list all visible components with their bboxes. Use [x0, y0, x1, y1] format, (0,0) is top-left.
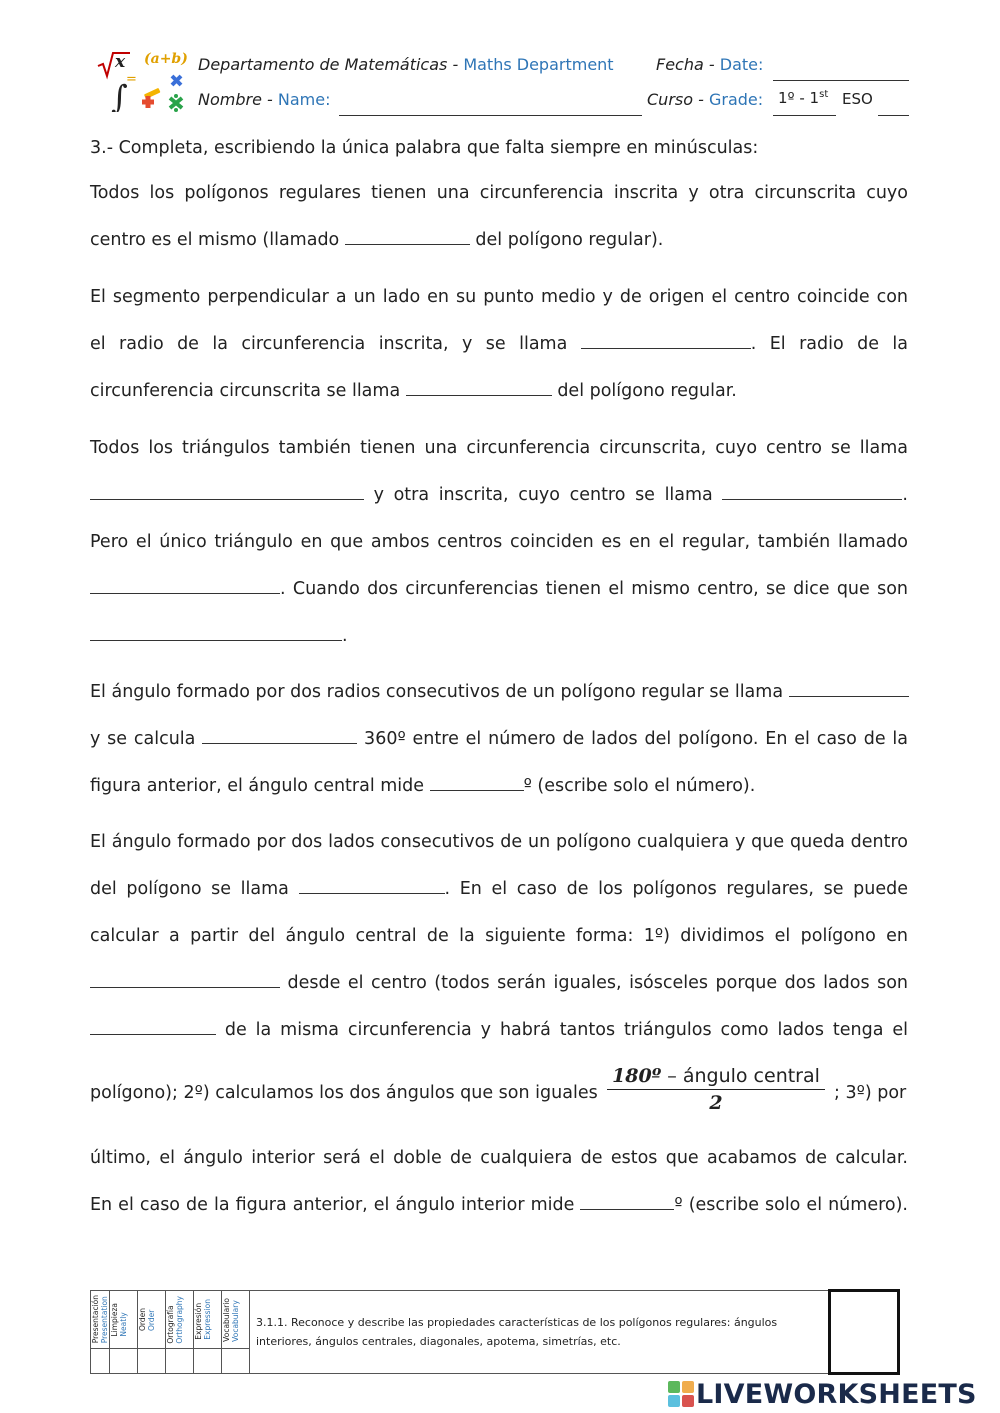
name-sep: -: [261, 90, 278, 109]
paragraph-5-end: [90, 1135, 908, 1229]
numerator-180: 180º: [612, 1065, 662, 1087]
course-label: [647, 90, 763, 109]
p5-line-6a: polígono); 2º) calculamos los dos ángulos que son iguales: [90, 1083, 598, 1103]
rubric-criterion-1: Limpieza Neatly: [110, 1291, 138, 1349]
department-es: Departamento de Matemáticas: [198, 55, 448, 74]
paragraph-2: [90, 274, 908, 415]
p2-text-c: circunferencia circunscrita se llama: [90, 381, 406, 401]
date-es: Fecha: [656, 55, 704, 74]
rubric-criterion-4: Expresión Expression: [194, 1291, 222, 1349]
numerator-central: ángulo central: [682, 1065, 820, 1087]
p4-line-1: [90, 669, 908, 716]
p5-text-c: desde el centro (todos serán iguales, isósceles porque dos lados son: [287, 973, 908, 993]
paragraph-4: [90, 669, 908, 810]
fraction-bar: [607, 1089, 825, 1090]
rubric-score-1[interactable]: [110, 1349, 138, 1374]
date-en: Date:: [719, 55, 764, 74]
p5-line-7: último, el ángulo interior será el doble de cualquiera de estos que acabamos de calcular.: [90, 1148, 908, 1168]
paragraph-5: [90, 819, 908, 1054]
rubric-criterion-5: Vocabulario Vocabulary: [222, 1291, 250, 1349]
blank-central-angle[interactable]: [789, 680, 909, 697]
blank-interior-value[interactable]: [580, 1193, 674, 1210]
rubric-score-3[interactable]: [166, 1349, 194, 1374]
p3-line-2: [90, 472, 908, 519]
blank-incenter[interactable]: [722, 483, 902, 500]
svg-text:x: x: [115, 52, 126, 72]
paragraph-3: [90, 425, 908, 660]
p3-text-b: .: [902, 485, 908, 505]
liveworksheets-brand[interactable]: LIVEWORKSHEETS: [696, 1379, 977, 1410]
course-value: [778, 89, 828, 107]
p5-line-2: [90, 866, 908, 913]
fraction-formula: [607, 1065, 825, 1114]
p3-text-d: .: [342, 626, 348, 646]
department-en: Maths Department: [463, 55, 614, 74]
course-level: ESO: [842, 90, 873, 108]
rubric-description: 3.1.1. Reconoce y describe las propiedades características de los polígonos regulares: ángulos interiores, ángulos centrales, diagonales, apotema, simetrías, etc.: [250, 1291, 830, 1374]
blank-radii[interactable]: [90, 1018, 216, 1035]
rubric-criterion-0: Presentación Presentation: [91, 1291, 110, 1349]
rubric-table: [90, 1289, 900, 1375]
svg-text:∫: ∫: [111, 78, 128, 112]
blank-center[interactable]: [345, 228, 470, 245]
p5-line-1: El ángulo formado por dos lados consecutivos de un polígono cualquiera y que queda dentro: [90, 832, 908, 852]
blank-interior-angle[interactable]: [299, 877, 445, 894]
rubric-score-0[interactable]: [91, 1349, 110, 1374]
math-logo: [96, 50, 188, 112]
name-label: [198, 90, 330, 109]
blank-triangles[interactable]: [90, 971, 280, 988]
p5-line-6b: ; 3º) por: [834, 1083, 907, 1103]
blank-circumcenter[interactable]: [90, 483, 364, 500]
name-field[interactable]: [339, 115, 642, 116]
rubric-criterion-3: Ortografía Orthography: [166, 1291, 194, 1349]
p5-text-f: º (escribe solo el número).: [674, 1195, 908, 1215]
blank-dividing[interactable]: [202, 727, 357, 744]
p2-line-2: [90, 321, 908, 368]
rubric-score-5[interactable]: [222, 1349, 250, 1374]
p4-line-3: [90, 763, 908, 810]
p2-text-b: . El radio de la: [750, 334, 908, 354]
blank-central-value[interactable]: [430, 774, 524, 791]
rubric-score-box[interactable]: [830, 1291, 899, 1374]
p3-line-5: [90, 613, 908, 660]
liveworksheets-logo-icon: [668, 1381, 694, 1407]
course-underline: [773, 115, 836, 116]
p1-text-a: centro es el mismo (llamado: [90, 230, 345, 250]
date-field[interactable]: [773, 80, 909, 81]
p4-text-d: figura anterior, el ángulo central mide: [90, 776, 430, 796]
logo-formula: (a+b): [144, 51, 188, 67]
course-sep: -: [693, 90, 709, 109]
svg-text:=: =: [126, 72, 137, 87]
p1-text-b: del polígono regular).: [469, 230, 664, 250]
course-value-sup: st: [819, 89, 829, 100]
paragraph-1: [90, 170, 908, 264]
p3-line-1: Todos los triángulos también tienen una circunferencia circunscrita, cuyo centro se llama: [90, 438, 908, 458]
p3-text-c: . Cuando dos circunferencias tienen el mismo centro, se dice que son: [280, 579, 908, 599]
blank-radius[interactable]: [406, 379, 552, 396]
fraction-numerator: [607, 1065, 825, 1087]
p3-line-4: [90, 566, 908, 613]
p4-text-c: 360º entre el número de lados del polígono. En el caso de la: [357, 729, 908, 749]
p3-line-3: Pero el único triángulo en que ambos centros coinciden es en el regular, también llamado: [90, 532, 908, 552]
p4-text-b: y se calcula: [90, 729, 203, 749]
department-sep: -: [447, 55, 464, 74]
rubric-score-4[interactable]: [194, 1349, 222, 1374]
p2-line-1: El segmento perpendicular a un lado en su punto medio y de origen el centro coincide con: [90, 287, 908, 307]
name-es: Nombre: [198, 90, 262, 109]
p2-line-3: [90, 368, 908, 415]
blank-concentric[interactable]: [90, 624, 342, 641]
blank-equilateral[interactable]: [90, 577, 280, 594]
exercise-title: 3.- Completa, escribiendo la única palabra que falta siempre en minúsculas:: [90, 138, 759, 158]
date-sep: -: [703, 55, 720, 74]
p4-text-e: º (escribe solo el número).: [523, 776, 756, 796]
fraction-denominator: 2: [709, 1092, 723, 1114]
rubric-score-2[interactable]: [138, 1349, 166, 1374]
rubric-criterion-2: Orden Order: [138, 1291, 166, 1349]
p5-text-d: de la misma circunferencia y habrá tantos triángulos como lados tenga el: [224, 1020, 908, 1040]
p5-line-4: [90, 960, 908, 1007]
course-es: Curso: [647, 90, 694, 109]
course-value-main: 1º - 1: [778, 89, 820, 107]
p5-line-8: [90, 1182, 908, 1229]
course-en: Grade:: [708, 90, 764, 109]
p5-text-b: . En el caso de los polígonos regulares, se puede: [444, 879, 908, 899]
p1-line-2: [90, 217, 908, 264]
course-level-field[interactable]: [878, 115, 909, 116]
p3-text-a: y otra inscrita, cuyo centro se llama: [373, 485, 713, 505]
name-en: Name:: [277, 90, 331, 109]
p2-text-d: del polígono regular.: [551, 381, 737, 401]
p1-line-1: Todos los polígonos regulares tienen una circunferencia inscrita y otra circunscrita cuyo: [90, 183, 908, 203]
p5-line-3: calcular a partir del ángulo central de la siguiente forma: 1º) dividimos el polígono en: [90, 926, 908, 946]
numerator-minus: –: [661, 1065, 683, 1087]
p2-text-a: el radio de la circunferencia inscrita, y se llama: [90, 334, 568, 354]
p5-text-a: del polígono se llama: [90, 879, 289, 899]
p5-line-5: [90, 1007, 908, 1054]
date-label: [656, 55, 763, 74]
p5-text-e: En el caso de la figura anterior, el ángulo interior mide: [90, 1195, 581, 1215]
p4-line-2: [90, 716, 908, 763]
p4-text-a: El ángulo formado por dos radios consecutivos de un polígono regular se llama: [90, 682, 784, 702]
blank-apothem[interactable]: [581, 332, 751, 349]
department-label: [198, 55, 614, 74]
